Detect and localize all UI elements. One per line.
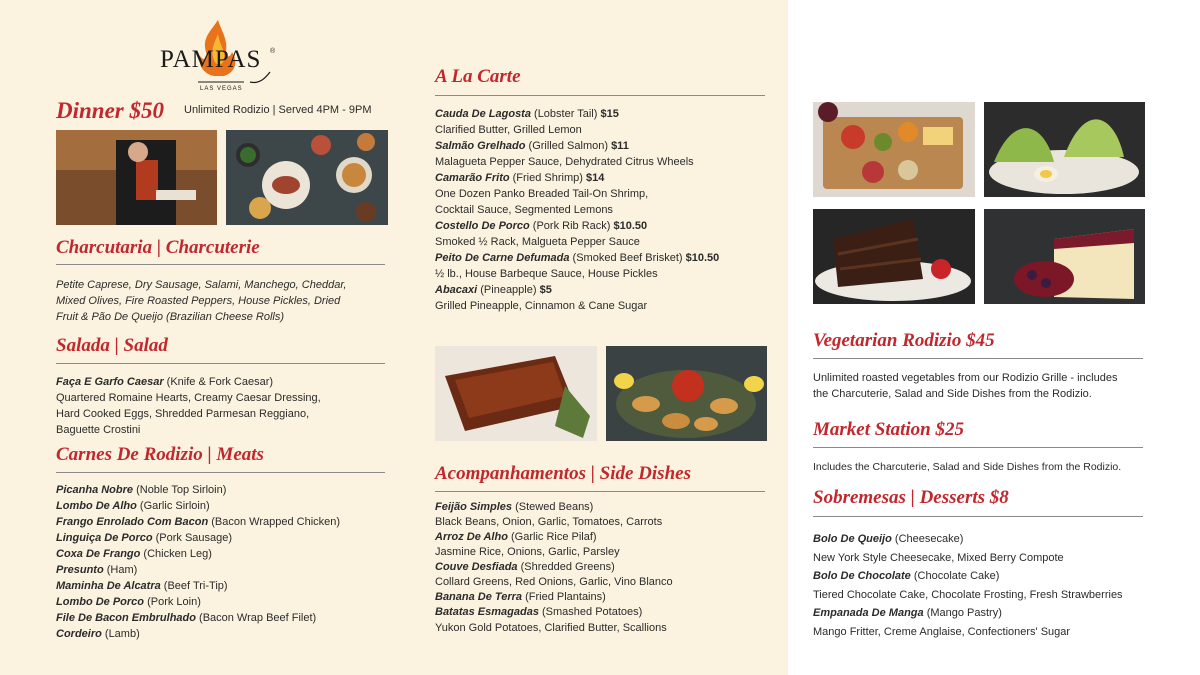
charcutaria-line: Petite Caprese, Dry Sausage, Salami, Manchego, Cheddar, — [56, 279, 347, 291]
item-name: Costello De Porco — [435, 220, 530, 232]
salad-item — [56, 374, 321, 390]
salada-block — [56, 374, 321, 438]
sides-title: Acompanhamentos | Side Dishes — [435, 463, 691, 484]
table-spread-photo — [226, 130, 388, 225]
item-translation: (Garlic Rice Pilaf) — [507, 531, 597, 543]
item-name: Salmão Grelhado — [435, 140, 526, 152]
side-item — [435, 500, 673, 515]
item-name: Frango Enrolado Com Bacon — [56, 516, 209, 528]
desserts-title: Sobremesas | Desserts $8 — [813, 487, 1009, 508]
side-item — [435, 560, 673, 575]
pampas-logo — [158, 18, 278, 96]
meat-item — [56, 498, 340, 514]
item-name: Lombo De Alho — [56, 500, 137, 512]
item-name: File De Bacon Embrulhado — [56, 612, 196, 624]
item-translation: (Smoked Beef Brisket) — [569, 252, 686, 264]
item-translation: (Smashed Potatoes) — [538, 606, 643, 618]
divider — [813, 516, 1143, 517]
logo-subtitle: LAS VEGAS — [200, 86, 243, 92]
charcutaria-line: Fruit & Pão De Queijo (Brazilian Cheese Rolls) — [56, 311, 285, 323]
item-name: Maminha De Alcatra — [56, 580, 161, 592]
item-translation: (Pork Sausage) — [152, 532, 233, 544]
item-price: $14 — [585, 172, 605, 184]
item-translation: (Ham) — [103, 564, 138, 576]
divider — [56, 363, 385, 364]
charcuterie-board-photo — [813, 102, 975, 197]
vegetarian-title: Vegetarian Rodizio $45 — [813, 330, 995, 351]
cheesecake-photo — [984, 209, 1145, 304]
caesar-salad-photo — [984, 102, 1145, 197]
meat-item — [56, 530, 340, 546]
item-translation: (Grilled Salmon) — [525, 140, 612, 152]
item-translation: (Lamb) — [101, 628, 140, 640]
alacarte-list — [435, 106, 719, 314]
divider — [813, 447, 1143, 448]
item-name: Faça E Garfo Caesar — [56, 376, 164, 388]
fried-shrimp-photo — [606, 346, 767, 441]
chocolate-cake-photo — [813, 209, 975, 304]
meat-item — [56, 562, 340, 578]
alacarte-title: A La Carte — [435, 66, 521, 87]
item-description: Mango Fritter, Creme Anglaise, Confectioners' Sugar — [813, 626, 1071, 638]
item-name: Bolo De Queijo — [813, 533, 892, 545]
item-translation: (Chocolate Cake) — [910, 570, 1000, 582]
item-translation: (Fried Shrimp) — [509, 172, 586, 184]
item-description: Black Beans, Onion, Garlic, Tomatoes, Carrots — [435, 516, 663, 528]
item-description: Clarified Butter, Grilled Lemon — [435, 124, 582, 136]
side-item — [435, 530, 673, 545]
item-name: Banana De Terra — [435, 591, 523, 603]
alacarte-item — [435, 250, 719, 266]
item-description: Yukon Gold Potatoes, Clarified Butter, Scallions — [435, 622, 667, 634]
item-translation: (Shredded Greens) — [517, 561, 615, 573]
item-translation: (Mango Pastry) — [923, 607, 1002, 619]
item-translation: (Lobster Tail) — [530, 108, 601, 120]
divider — [435, 95, 765, 96]
alacarte-item — [435, 106, 719, 122]
item-description: One Dozen Panko Breaded Tail-On Shrimp, — [435, 188, 649, 200]
item-translation: (Beef Tri-Tip) — [160, 580, 228, 592]
item-description: ½ lb., House Barbeque Sauce, House Pickles — [435, 268, 658, 280]
dessert-item — [813, 531, 1123, 548]
registered-mark: ® — [270, 48, 276, 55]
market-description — [813, 459, 1121, 475]
dessert-item — [813, 568, 1123, 585]
divider — [56, 264, 385, 265]
divider — [435, 491, 765, 492]
item-description: Smoked ½ Rack, Malgueta Pepper Sauce — [435, 236, 640, 248]
item-price: $10.50 — [685, 252, 720, 264]
item-name: Coxa De Frango — [56, 548, 141, 560]
logo-name: PAMPAS — [160, 46, 262, 73]
item-description: Tiered Chocolate Cake, Chocolate Frosting, Fresh Strawberries — [813, 589, 1123, 601]
meat-item — [56, 546, 340, 562]
charcutaria-line: Mixed Olives, Fire Roasted Peppers, House Pickles, Dried — [56, 295, 341, 307]
salada-title: Salada | Salad — [56, 335, 168, 356]
item-name: Cauda De Lagosta — [435, 108, 531, 120]
salad-description: Baguette Crostini — [56, 424, 141, 436]
item-name: Lombo De Porco — [56, 596, 145, 608]
item-name: Bolo De Chocolate — [813, 570, 911, 582]
item-name: Empanada De Manga — [813, 607, 924, 619]
vegetarian-line: the Charcuterie, Salad and Side Dishes from the Rodizio. — [813, 388, 1092, 400]
item-description: Malagueta Pepper Sauce, Dehydrated Citrus Wheels — [435, 156, 694, 168]
item-name: Camarão Frito — [435, 172, 510, 184]
dessert-item — [813, 605, 1123, 622]
market-title: Market Station $25 — [813, 419, 964, 440]
item-name: Linguiça De Porco — [56, 532, 153, 544]
item-translation: (Pork Loin) — [144, 596, 201, 608]
item-description: Collard Greens, Red Onions, Garlic, Vino Blanco — [435, 576, 673, 588]
item-translation: (Knife & Fork Caesar) — [163, 376, 274, 388]
rodizio-chef-photo — [56, 130, 217, 225]
item-name: Feijão Simples — [435, 501, 513, 513]
item-translation: (Pineapple) — [477, 284, 540, 296]
meat-item — [56, 626, 340, 642]
meat-item — [56, 482, 340, 498]
meat-item — [56, 594, 340, 610]
item-name: Picanha Nobre — [56, 484, 134, 496]
dinner-title: Dinner $50 — [56, 98, 164, 123]
ribs-photo — [435, 346, 597, 441]
item-description: New York Style Cheesecake, Mixed Berry Compote — [813, 552, 1064, 564]
item-name: Abacaxi — [435, 284, 478, 296]
item-name: Couve Desfiada — [435, 561, 518, 573]
carnes-title: Carnes De Rodizio | Meats — [56, 444, 264, 465]
item-translation: (Chicken Leg) — [140, 548, 212, 560]
item-description: Grilled Pineapple, Cinnamon & Cane Sugar — [435, 300, 648, 312]
item-name: Arroz De Alho — [435, 531, 508, 543]
charcutaria-title: Charcutaria | Charcuterie — [56, 237, 260, 258]
vegetarian-description — [813, 370, 1117, 402]
meats-list — [56, 482, 340, 642]
alacarte-item — [435, 138, 719, 154]
charcutaria-description — [56, 277, 346, 325]
meat-item — [56, 514, 340, 530]
alacarte-item — [435, 282, 719, 298]
item-translation: (Bacon Wrap Beef Filet) — [195, 612, 317, 624]
item-description: Cocktail Sauce, Segmented Lemons — [435, 204, 613, 216]
item-name: Batatas Esmagadas — [435, 606, 539, 618]
dinner-subtitle: Unlimited Rodizio | Served 4PM - 9PM — [184, 104, 372, 116]
divider — [813, 358, 1143, 359]
market-line: Includes the Charcuterie, Salad and Side Dishes from the Rodizio. — [813, 461, 1122, 473]
item-price: $11 — [611, 140, 629, 152]
item-name: Peito De Carne Defumada — [435, 252, 570, 264]
side-item — [435, 605, 673, 620]
meat-item — [56, 610, 340, 626]
item-name: Cordeiro — [56, 628, 102, 640]
item-translation: (Noble Top Sirloin) — [133, 484, 227, 496]
item-price: $15 — [600, 108, 619, 120]
item-price: $5 — [539, 284, 552, 296]
item-translation: (Garlic Sirloin) — [136, 500, 210, 512]
item-translation: (Pork Rib Rack) — [529, 220, 614, 232]
vegetarian-line: Unlimited roasted vegetables from our Rodizio Grille - includes — [813, 372, 1118, 384]
item-translation: (Fried Plantains) — [522, 591, 606, 603]
sides-list — [435, 500, 673, 637]
side-item — [435, 590, 673, 605]
item-name: Presunto — [56, 564, 104, 576]
divider — [56, 472, 385, 473]
salad-description: Hard Cooked Eggs, Shredded Parmesan Reggiano, — [56, 408, 310, 420]
item-translation: (Bacon Wrapped Chicken) — [208, 516, 341, 528]
alacarte-item — [435, 170, 719, 186]
salad-description: Quartered Romaine Hearts, Creamy Caesar Dressing, — [56, 392, 321, 404]
item-price: $10.50 — [613, 220, 648, 232]
item-translation: (Stewed Beans) — [512, 501, 594, 513]
desserts-list — [813, 531, 1123, 642]
alacarte-item — [435, 218, 719, 234]
item-translation: (Cheesecake) — [891, 533, 964, 545]
item-description: Jasmine Rice, Onions, Garlic, Parsley — [435, 546, 620, 558]
meat-item — [56, 578, 340, 594]
